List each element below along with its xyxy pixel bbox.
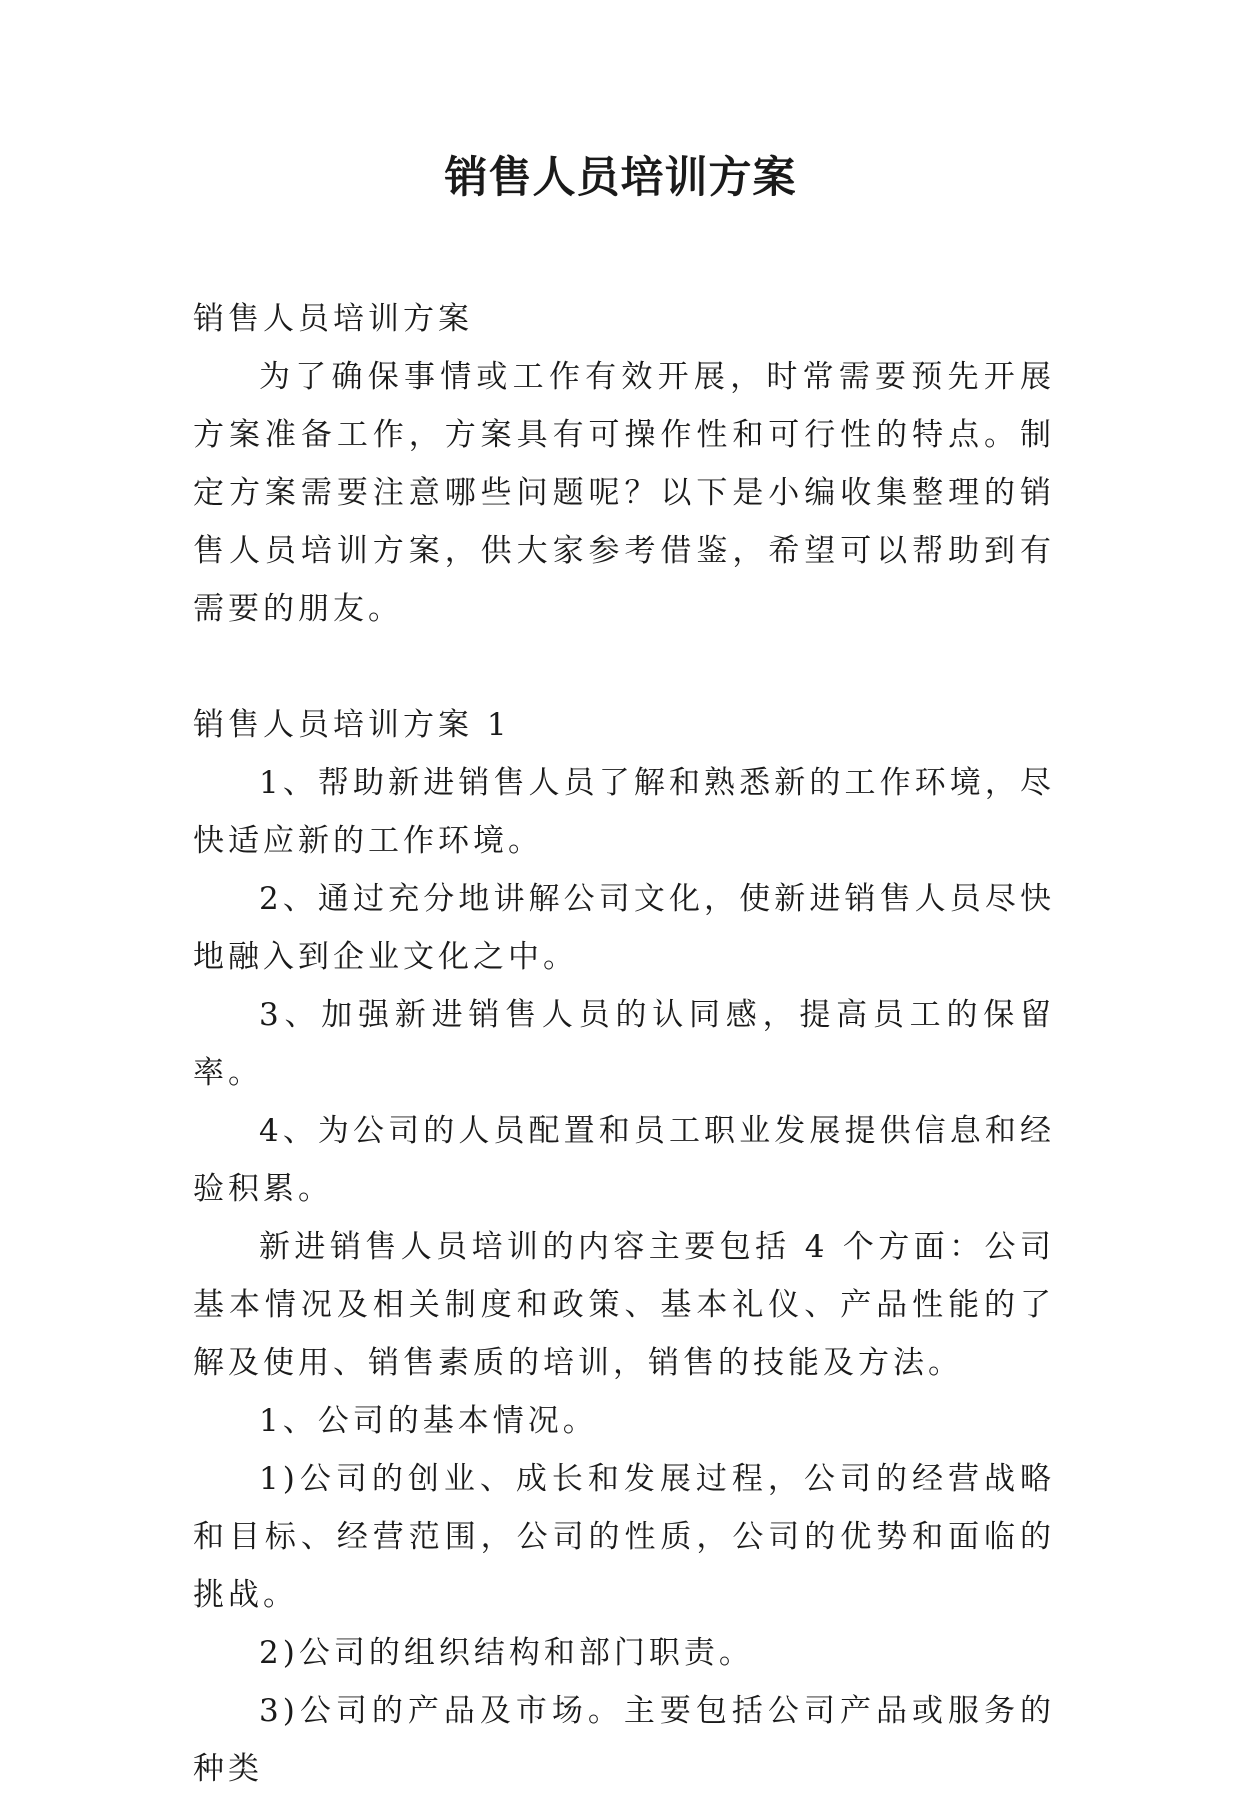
document-subtitle: 销售人员培训方案 <box>193 301 473 337</box>
paragraph: 4、为公司的人员配置和员工职业发展提供信息和经验积累。 <box>193 1113 1055 1207</box>
document-title: 销售人员培训方案 <box>444 153 797 203</box>
section-heading: 销售人员培训方案 1 <box>193 707 511 743</box>
paragraph: 2、通过充分地讲解公司文化，使新进销售人员尽快地融入到企业文化之中。 <box>193 881 1055 975</box>
paragraph-gap <box>193 638 1055 696</box>
document-body <box>193 290 1055 1798</box>
paragraph: 1)公司的创业、成长和发展过程，公司的经营战略和目标、经营范围，公司的性质，公司的优势和面临的挑战。 <box>193 1461 1055 1613</box>
paragraph: 1、公司的基本情况。 <box>259 1403 598 1439</box>
paragraph: 1、帮助新进销售人员了解和熟悉新的工作环境，尽快适应新的工作环境。 <box>193 765 1055 859</box>
paragraph: 3)公司的产品及市场。主要包括公司产品或服务的种类 <box>193 1693 1055 1787</box>
paragraph: 2)公司的组织结构和部门职责。 <box>259 1635 754 1671</box>
intro-paragraph: 为了确保事情或工作有效开展，时常需要预先开展方案准备工作，方案具有可操作性和可行性的特点。制定方案需要注意哪些问题呢？以下是小编收集整理的销售人员培训方案，供大家参考借鉴，希望可以帮助到有需要的朋友。 <box>193 359 1055 627</box>
paragraph: 新进销售人员培训的内容主要包括 4 个方面：公司基本情况及相关制度和政策、基本礼仪、产品性能的了解及使用、销售素质的培训，销售的技能及方法。 <box>193 1229 1055 1381</box>
paragraph: 3、加强新进销售人员的认同感，提高员工的保留率。 <box>193 997 1055 1091</box>
